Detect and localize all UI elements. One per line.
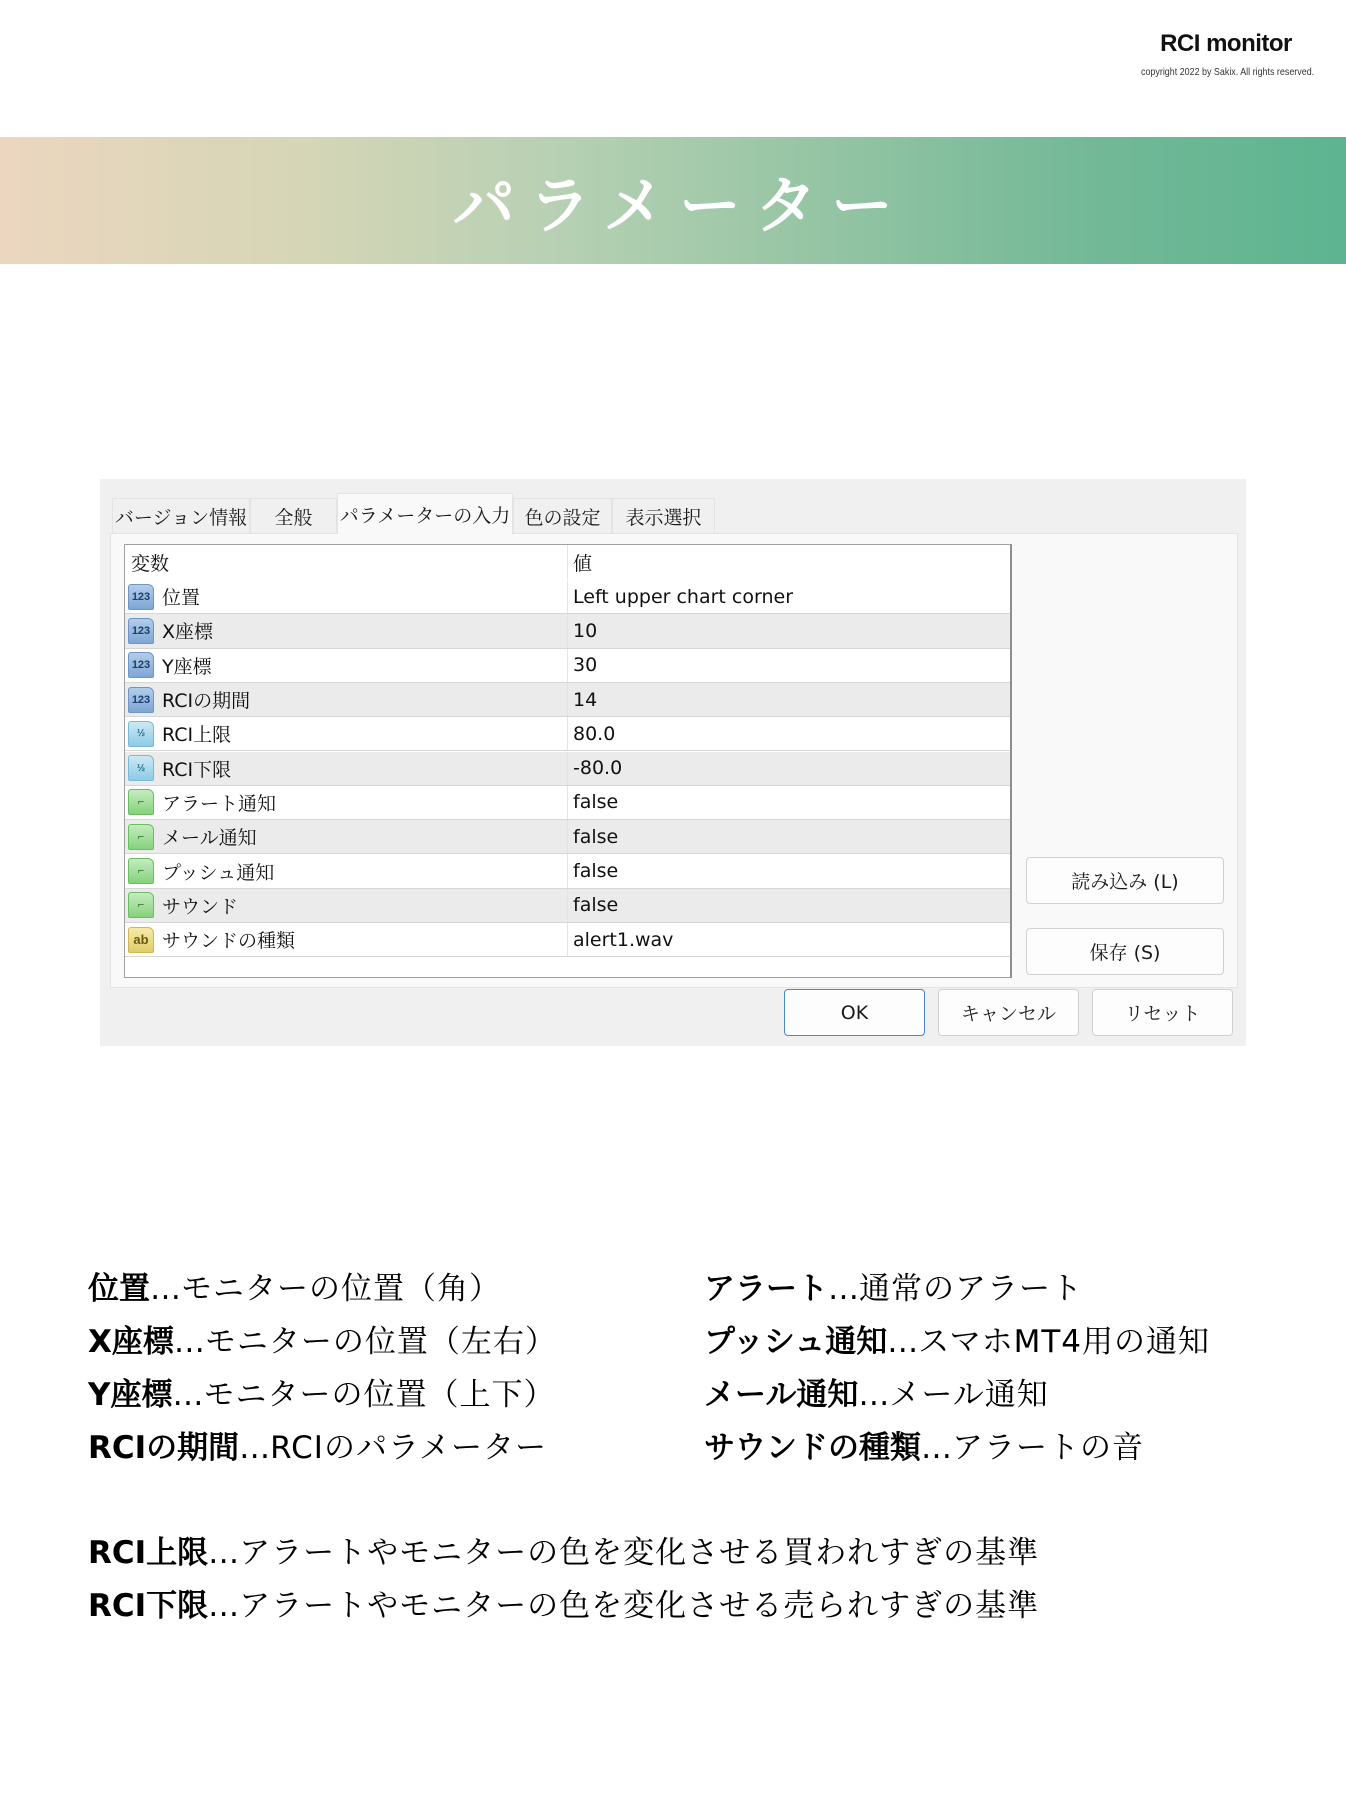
save-button[interactable]: 保存 (S) <box>1026 928 1224 975</box>
properties-dialog <box>100 479 1246 1046</box>
ok-button[interactable]: OK <box>784 989 925 1036</box>
tab-label: 全般 <box>274 506 313 529</box>
param-name: プッシュ通知 <box>162 861 275 884</box>
banner-title: パラメーター <box>452 169 908 242</box>
tab-label: 色の設定 <box>524 506 601 529</box>
table-row[interactable] <box>125 614 1011 648</box>
description-item: 位置…モニターの位置（角） <box>88 1271 501 1307</box>
tab-content-pane <box>110 533 1238 988</box>
cancel-button[interactable]: キャンセル <box>938 989 1079 1036</box>
description-item: サウンドの種類…アラートの音 <box>704 1430 1144 1466</box>
param-value[interactable]: alert1.wav <box>573 928 674 951</box>
boolean-icon: ⌐ <box>128 858 154 884</box>
section-banner <box>0 137 1346 264</box>
tab-label: パラメーターの入力 <box>339 504 511 527</box>
column-header-variable: 変数 <box>125 545 568 579</box>
double-icon: ½ <box>128 755 154 781</box>
tab-label: バージョン情報 <box>114 506 248 529</box>
param-value[interactable]: false <box>573 860 619 883</box>
reset-button[interactable]: リセット <box>1092 989 1233 1036</box>
param-name: サウンド <box>162 895 239 918</box>
table-row[interactable] <box>125 786 1011 820</box>
table-row[interactable] <box>125 923 1011 957</box>
description-item: メール通知…メール通知 <box>704 1377 1049 1413</box>
integer-icon: 123 <box>128 687 154 713</box>
description-item: RCI下限…アラートやモニターの色を変化させる売られすぎの基準 <box>88 1588 1040 1624</box>
param-name: RCI下限 <box>162 758 232 781</box>
param-name: X座標 <box>162 621 214 644</box>
param-name: RCI上限 <box>162 724 232 747</box>
integer-icon: 123 <box>128 652 154 678</box>
description-item: プッシュ通知…スマホMT4用の通知 <box>704 1324 1211 1360</box>
param-value[interactable]: false <box>573 894 619 917</box>
tab-label: 表示選択 <box>625 506 702 529</box>
table-row[interactable] <box>125 820 1011 854</box>
brand-header <box>1126 30 1326 78</box>
boolean-icon: ⌐ <box>128 824 154 850</box>
table-header <box>125 545 1011 579</box>
tab-colors[interactable] <box>513 498 612 533</box>
param-value[interactable]: Left upper chart corner <box>573 585 794 608</box>
param-value[interactable]: 14 <box>573 688 598 711</box>
column-header-value: 値 <box>573 552 593 575</box>
description-item: Y座標…モニターの位置（上下） <box>88 1377 556 1413</box>
param-value[interactable]: 10 <box>573 619 598 642</box>
description-item: RCI上限…アラートやモニターの色を変化させる買われすぎの基準 <box>88 1535 1040 1571</box>
table-row[interactable] <box>125 717 1011 751</box>
integer-icon: 123 <box>128 584 154 610</box>
table-row[interactable] <box>125 752 1011 786</box>
string-icon: ab <box>128 927 154 953</box>
param-name: 位置 <box>162 587 201 610</box>
param-value[interactable]: false <box>573 791 619 814</box>
table-row[interactable] <box>125 683 1011 717</box>
description-item: アラート…通常のアラート <box>704 1271 1083 1307</box>
table-row[interactable] <box>125 854 1011 888</box>
parameters-table[interactable] <box>124 544 1012 978</box>
param-name: サウンドの種類 <box>162 930 296 953</box>
brand-title: RCI monitor <box>1160 30 1292 57</box>
load-button[interactable]: 読み込み (L) <box>1026 857 1224 904</box>
param-name: Y座標 <box>162 655 212 678</box>
tab-display-select[interactable] <box>612 498 715 533</box>
description-item: X座標…モニターの位置（左右） <box>88 1324 557 1360</box>
description-item: RCIの期間…RCIのパラメーター <box>88 1430 548 1466</box>
boolean-icon: ⌐ <box>128 892 154 918</box>
double-icon: ½ <box>128 721 154 747</box>
table-row[interactable] <box>125 649 1011 683</box>
param-name: RCIの期間 <box>162 690 251 713</box>
param-value[interactable]: false <box>573 825 619 848</box>
boolean-icon: ⌐ <box>128 789 154 815</box>
table-row[interactable] <box>125 580 1011 614</box>
param-value[interactable]: 80.0 <box>573 722 616 745</box>
param-value[interactable]: 30 <box>573 654 598 677</box>
tab-parameters[interactable] <box>337 493 513 534</box>
integer-icon: 123 <box>128 618 154 644</box>
copyright-text: copyright 2022 by Sakix. All rights reserved. <box>1141 66 1315 78</box>
tab-version-info[interactable] <box>112 498 250 533</box>
param-name: アラート通知 <box>162 792 277 815</box>
param-value[interactable]: -80.0 <box>573 757 623 780</box>
param-name: メール通知 <box>162 827 257 850</box>
table-row[interactable] <box>125 889 1011 923</box>
tab-general[interactable] <box>250 498 337 533</box>
